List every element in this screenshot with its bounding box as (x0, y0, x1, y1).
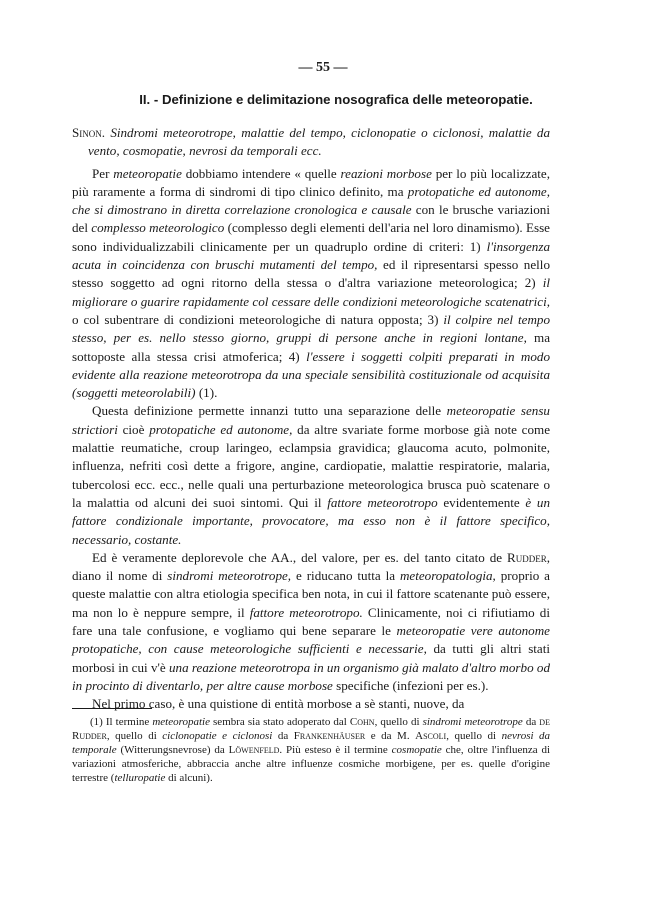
author-name: Rudder (506, 549, 547, 565)
text-run: (complesso degli elementi dell'aria nel loro dinamismo). Esse sono individualizzabili clinicamente per un quadruplo ordine di criteri: 1) (72, 220, 550, 254)
text-run: , quello di (446, 730, 497, 742)
italic-run: meteoropatie sensu strictiori (72, 403, 550, 437)
italic-run: il migliorare o guarire rapidamente col cessare delle condizioni meteorologiche scatenatrici, (72, 275, 550, 309)
text-run: da tutti gli altri stati morbosi in cui v'è (72, 641, 551, 675)
italic-run: sindromi meteorotrope, (167, 568, 292, 584)
text-run: da (277, 730, 289, 742)
italic-run: nevrosi da temporale (72, 730, 551, 756)
text-run: con le brusche variazioni del (72, 202, 550, 236)
text-run: per lo più localizzate, più raramente a forma di sindromi di tipo clinico definito, ma (72, 165, 550, 199)
italic-run: è un fattore condizionale importante, provocatore, ma esso non è il fattore specifico, necessario, costante. (72, 494, 551, 547)
text-run: proprio a queste malattie con altra etiologia specifica ben nota, in cui il fattore scatenante può essere, ma non lo è neppure sempre, il (72, 568, 550, 620)
author-name: de Rudder (72, 716, 550, 742)
italic-run: sindromi meteorotrope (422, 716, 523, 728)
text-run: ed il ripresentarsi spesso nello stesso soggetto ad ogni ritorno della stessa o d'altra variazione meteorologica; 2) (72, 257, 550, 291)
text-run: specifiche (infezioni per es.). (336, 677, 489, 693)
paragraph-definition (72, 165, 550, 403)
italic-run: reazioni morbose (340, 165, 432, 181)
section-heading: II. - Definizione e delimitazione nosografica delle meteoropatie. (139, 92, 533, 107)
author-name: Ascoli (415, 730, 447, 742)
italic-run: protopatiche ed autonome, (149, 421, 293, 437)
italic-run: protopatiche ed autonome, che si dimostrano in diretta correlazione cronologica e causale (72, 183, 550, 218)
italic-run: fattore meteorotropo. (249, 604, 363, 620)
italic-run: una reazione meteorotropa in un organismo già malato d'altro morbo od in procinto di diventarlo, per altre cause morbose (72, 659, 550, 693)
text-run: di alcuni). (168, 772, 213, 784)
italic-run: fattore meteorotropo (327, 494, 438, 510)
text-run: (Witterungsnevrose) da (120, 744, 225, 756)
text-run: , diano il nome di (72, 549, 550, 584)
text-run: che, oltre l'influenza di variazioni atmosferiche, abbraccia anche altre influenze cosmiche morbigene, per es. quelle d'origine terrestre ( (72, 744, 551, 784)
text-run: . Più esteso è il termine (279, 744, 388, 756)
paragraph-continued: Nel primo caso, è una quistione di entità morbose a sè stanti, nuove, da (92, 696, 465, 712)
text-run: ma sottoposte alla stessa crisi atmoferica; 4) (72, 330, 551, 364)
italic-run: meteoropatie (152, 716, 210, 728)
italic-run: l'essere i soggetti colpiti preparati in modo evidente alla reazione meteorotropa da una speciale sensibilità costituzionale od acquisita (soggetti meteorolabili) (72, 348, 550, 401)
synonyms-label: Sinon. (72, 125, 106, 140)
text-run: da (525, 716, 537, 728)
footnote (72, 715, 550, 785)
text-run: dobbiamo intendere « quelle (185, 165, 337, 181)
text-run: , quello di (106, 730, 157, 742)
text-run: evidentemente (443, 494, 520, 510)
text-run: e da M. (370, 730, 410, 742)
italic-run: telluropatie (114, 772, 166, 784)
italic-run: il colpire nel tempo stesso, per es. nello stesso giorno, gruppi di persone anche in regioni lontane, (72, 311, 550, 346)
paragraph-separation (72, 402, 550, 548)
text-run: o col subentrare di condizioni meteorologiche di natura opposta; 3) (72, 311, 439, 327)
text-run: Questa definizione permette innanzi tutto una separazione delle (92, 403, 442, 419)
synonyms-list: Sindromi meteorotrope, malattie del tempo, ciclonopatie o ciclonosi, malattie da vento, cosmopatie, nevrosi da temporali ecc. (88, 125, 550, 159)
text-run: cioè (122, 421, 145, 437)
text-run: Clinicamente, noi ci rifiutiamo di fare una tale confusione, e vogliamo qui bene separare le (72, 604, 550, 639)
italic-run: ciclonopatie e ciclonosi (162, 730, 273, 742)
text-run: sembra sia stato adoperato dal (213, 716, 347, 728)
body-text (72, 124, 550, 714)
text-run: Ed è veramente deplorevole che AA., del valore, per es. del tanto citato de (92, 549, 503, 565)
text-run: (1) Il termine (90, 716, 150, 728)
footnote-rule (72, 708, 152, 709)
author-name: Löwenfeld (228, 744, 280, 756)
footnote-reference: (1). (198, 385, 218, 401)
author-name: Frankenhäuser (293, 730, 366, 742)
paragraph-critique (72, 549, 550, 695)
text-run: e riducano tutta la (295, 568, 396, 584)
italic-run: meteoropatologia, (399, 568, 496, 584)
author-name: Cohn (349, 716, 375, 728)
italic-run: cosmopatie (391, 744, 442, 756)
synonyms-paragraph (72, 124, 550, 161)
text-run: Per (92, 165, 110, 181)
page-number: — 55 — (298, 60, 348, 75)
italic-run: meteoropatie vere autonome protopatiche, con cause meteorologiche sufficienti e necessarie, (72, 623, 550, 657)
italic-run: meteoropatie (113, 165, 182, 181)
italic-run: l'insorgenza acuta in coincidenza con bruschi mutamenti del tempo, (72, 238, 550, 273)
text-run: da altre svariate forme morbose già note come malattie reumatiche, croup laringeo, eclampsia gravidica; glaucoma acuto, polmonite, influenza, nefriti così dette a frigore, angine, cardiopatie, malattie respiratorie, malaria, tubercolosi ecc. ecc., nelle quali una perturbazione meteorologica brusca può scatenare o la malattia od alcuni dei suoi sintomi. Qui il (72, 421, 551, 510)
text-run: , quello di (374, 716, 420, 728)
italic-run: complesso meteorologico (91, 220, 225, 236)
